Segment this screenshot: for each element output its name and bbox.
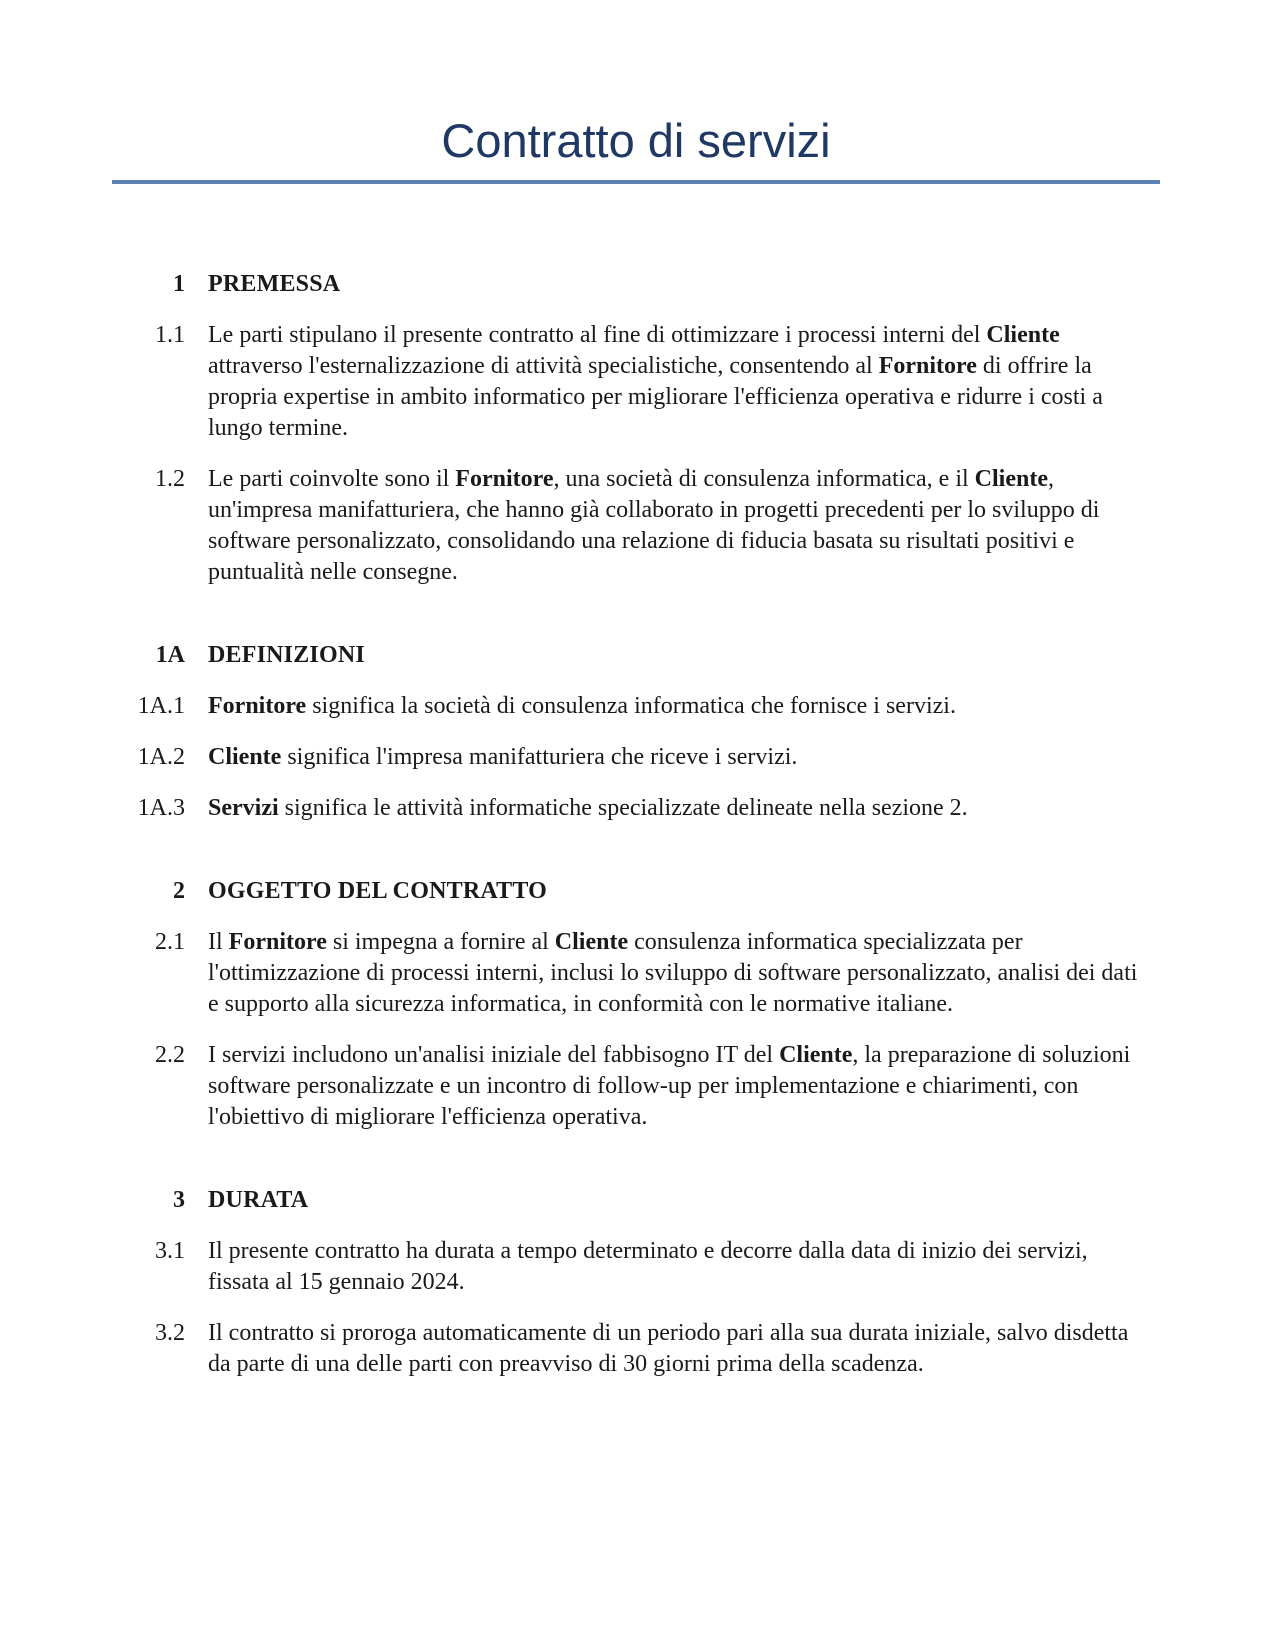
- clause-text-run: Fornitore: [455, 466, 554, 492]
- clause-text-run: Cliente: [986, 322, 1060, 348]
- contract-section: [105, 640, 1143, 824]
- clause-text-run: Fornitore: [208, 693, 307, 719]
- section-number: 2: [173, 878, 185, 904]
- clause-row: [105, 1236, 1143, 1298]
- clause-row: [105, 1040, 1143, 1133]
- clause-number: 1.1: [155, 322, 185, 348]
- clause-text-run: Le parti coinvolte sono il: [208, 466, 456, 492]
- section-number: 1: [173, 271, 185, 297]
- clause-row: [105, 1318, 1143, 1380]
- contract-section: [105, 1185, 1143, 1380]
- clause-number: 1A.1: [137, 693, 185, 719]
- clause-text-run: significa la società di consulenza informatica che fornisce i servizi.: [306, 693, 956, 719]
- section-heading-row: [105, 269, 1143, 300]
- clause-text: [208, 464, 1143, 588]
- section-heading-label: OGGETTO DEL CONTRATTO: [208, 878, 547, 904]
- clause-row: [105, 793, 1143, 824]
- clause-text-run: significa le attività informatiche specializzate delineate nella sezione 2.: [278, 795, 968, 821]
- clause-text-run: , un'impresa manifatturiera, che hanno già collaborato in progetti precedenti per lo sviluppo di software personalizzato, consolidando una relazione di fiducia basata su risultati positivi e puntualità nelle consegne.: [208, 466, 1100, 585]
- clause-text-run: Il presente contratto ha durata a tempo determinato e decorre dalla data di inizio dei servizi, fissata al 15 gennaio 2024.: [208, 1238, 1088, 1295]
- contract-section: [105, 876, 1143, 1133]
- section-number: 1A: [155, 642, 185, 668]
- section-number: 3: [173, 1187, 185, 1213]
- clause-text-run: attraverso l'esternalizzazione di attività specialistiche, consentendo al: [208, 353, 879, 379]
- contract-section: [105, 269, 1143, 588]
- section-heading-row: [105, 1185, 1143, 1216]
- clause-text-run: , la preparazione di soluzioni software personalizzate e un incontro di follow-up per implementazione e chiarimenti, con l'obiettivo di migliorare l'efficienza operativa.: [208, 1042, 1131, 1130]
- section-heading-label: DURATA: [208, 1187, 309, 1213]
- clause-number: 2.1: [155, 929, 185, 955]
- clause-text-run: Fornitore: [228, 929, 327, 955]
- clause-text-run: Cliente: [779, 1042, 853, 1068]
- contract-body: [105, 269, 1143, 1380]
- clause-text-run: Il contratto si proroga automaticamente di un periodo pari alla sua durata iniziale, salvo disdetta da parte di una delle parti con preavviso di 30 giorni prima della scadenza.: [208, 1320, 1129, 1377]
- clause-text: [208, 927, 1143, 1020]
- clause-number: 3.1: [155, 1238, 185, 1264]
- title-underline-rule: [112, 180, 1160, 184]
- clause-row: [105, 464, 1143, 588]
- clause-row: [105, 927, 1143, 1020]
- clause-text-run: Cliente: [554, 929, 629, 955]
- clause-number: 3.2: [155, 1320, 185, 1346]
- clause-row: [105, 320, 1143, 444]
- clause-text-run: I servizi includono un'analisi iniziale del fabbisogno IT del: [208, 1042, 780, 1068]
- document-header: [112, 0, 1160, 184]
- clause-number: 1A.2: [137, 744, 185, 770]
- clause-text: [208, 1040, 1143, 1133]
- clause-text-run: significa l'impresa manifatturiera che riceve i servizi.: [281, 744, 798, 770]
- clause-number: 1A.3: [137, 795, 185, 821]
- section-heading-row: [105, 640, 1143, 671]
- clause-number: 1.2: [155, 466, 185, 492]
- clause-text-run: Cliente: [974, 466, 1048, 492]
- document-title: Contratto di servizi: [441, 114, 831, 167]
- clause-text-run: consulenza informatica specializzata per l'ottimizzazione di processi interni, inclusi lo sviluppo di software personalizzato, analisi dei dati e supporto alla sicurezza informatica, in conformità con le normative italiane.: [208, 929, 1138, 1017]
- section-heading-label: DEFINIZIONI: [208, 642, 365, 668]
- clause-text-run: Le parti stipulano il presente contratto al fine di ottimizzare i processi interni del: [208, 322, 987, 348]
- clause-number: 2.2: [155, 1042, 185, 1068]
- clause-text-run: , una società di consulenza informatica, e il: [553, 466, 975, 492]
- clause-text-run: si impegna a fornire al: [326, 929, 555, 955]
- clause-text-run: Servizi: [208, 795, 279, 821]
- clause-text-run: di offrire la propria expertise in ambito informatico per migliorare l'efficienza operativa e ridurre i costi a lungo termine.: [208, 353, 1103, 441]
- clause-text: [208, 320, 1143, 444]
- clause-row: [105, 691, 1143, 722]
- clause-text-run: Il: [208, 929, 229, 955]
- clause-text: [208, 793, 1143, 824]
- clause-text: [208, 691, 1143, 722]
- clause-text-run: Cliente: [208, 744, 282, 770]
- clause-text-run: Fornitore: [878, 353, 977, 379]
- clause-row: [105, 742, 1143, 773]
- section-heading-label: PREMESSA: [208, 271, 341, 297]
- clause-text: [208, 742, 1143, 773]
- clause-text: [208, 1236, 1143, 1298]
- clause-text: [208, 1318, 1143, 1380]
- section-heading-row: [105, 876, 1143, 907]
